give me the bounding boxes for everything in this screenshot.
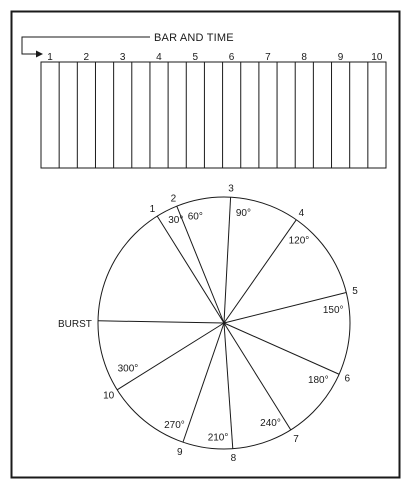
spoke-degrees-7: 240° [260,418,281,430]
spoke-1 [157,216,224,323]
spoke-number-6: 6 [344,373,351,385]
spoke-degrees-4: 120° [288,235,310,247]
bar-number-10: 10 [371,52,383,63]
spoke-number-2: 2 [170,193,177,205]
bar-and-time-title: BAR AND TIME [154,32,234,44]
spoke-number-1: 1 [149,204,156,216]
outer-frame [12,12,400,478]
spoke-number-10: 10 [103,390,115,402]
spoke-number-7: 7 [293,433,299,445]
bar-number-6: 6 [228,52,235,63]
bar-number-9: 9 [337,52,344,63]
bar-strip [41,62,386,168]
spoke-7 [224,323,291,430]
bracket-arrowhead [36,51,43,58]
bar-strip-border [41,62,386,168]
burst-label: BURST [58,319,92,330]
bar-number-1: 1 [47,52,53,63]
spoke-8 [224,323,233,449]
phase-wheel [98,197,350,449]
spoke-2 [177,206,224,323]
spoke-degrees-8: 210° [207,432,229,444]
spoke-10 [117,323,224,390]
bar-number-8: 8 [301,52,307,63]
bar-number-7: 7 [265,52,271,63]
bar-number-3: 3 [119,52,126,63]
spoke-degrees-9: 270° [164,420,185,432]
spoke-9 [183,323,224,442]
spoke-number-8: 8 [230,453,237,465]
spoke-degrees-2: 60° [187,211,203,223]
bar-number-5: 5 [192,52,199,63]
spoke-number-5: 5 [352,285,358,297]
spoke-6 [224,323,339,374]
burst-spoke [98,321,224,323]
spoke-degrees-3: 90° [235,208,252,220]
spoke-degrees-6: 180° [307,375,329,387]
spoke-number-9: 9 [176,447,183,459]
spoke-degrees-5: 150° [322,305,344,317]
spoke-degrees-10: 300° [117,363,139,375]
bar-number-2: 2 [83,52,90,63]
spoke-number-4: 4 [298,207,305,219]
bar-number-labels [47,52,383,63]
bar-and-time-header [22,32,234,58]
spoke-number-3: 3 [228,183,234,195]
spoke-3 [224,197,231,323]
spoke-degrees-1: 30° [168,215,184,227]
bar-number-4: 4 [156,52,162,63]
